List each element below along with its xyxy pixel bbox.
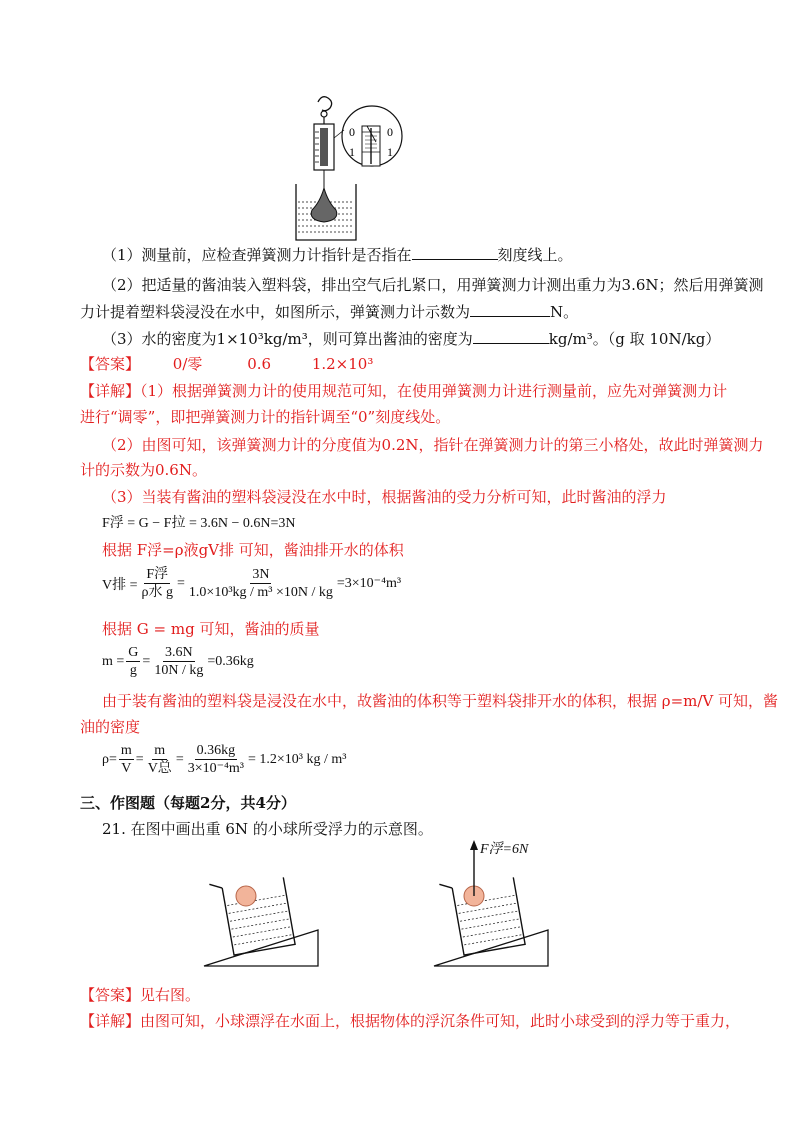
detail-1-line-3: （2）由图可知，该弹簧测力计的分度值为0.2N，指针在弹簧测力计的第三小格处，故此时弹簧测力 <box>102 436 764 454</box>
q-part1-text: （1）测量前，应检查弹簧测力计指针是否指在 <box>102 246 412 264</box>
q-part1 <box>102 244 573 266</box>
detail-1-line-7: 根据 G = mg 可知，酱油的质量 <box>102 620 320 638</box>
detail-label: 【详解】 <box>80 382 141 400</box>
eq4-fraction-3 <box>186 742 246 777</box>
eq4-rhs: = 1.2×10³ kg / m³ <box>247 751 347 767</box>
answer-label: 【答案】 <box>80 355 141 373</box>
eq3-fraction-2 <box>152 644 205 679</box>
eq4-num-2: m <box>154 743 166 758</box>
incline-beaker-figure-left <box>200 868 330 968</box>
eq4-lhs: ρ= <box>102 751 117 767</box>
answer-2-label: 【答案】 <box>80 986 141 1004</box>
eq2-den-1: ρ水 g <box>141 585 174 600</box>
eq2-fraction-1 <box>140 566 176 601</box>
detail-2 <box>80 1010 740 1032</box>
eq2-lhs: V排 = <box>102 577 138 593</box>
eq2-num-1: F浮 <box>146 567 169 582</box>
eq3-den-1: g <box>129 663 137 678</box>
scale-label-one-right: 1 <box>387 145 393 159</box>
answer-value-1: 0/零 <box>172 355 203 373</box>
eq4-den-1: V <box>121 761 132 776</box>
eq2-num-2: 3N <box>252 567 270 582</box>
detail-1-text-1: （1）根据弹簧测力计的使用规范可知，在使用弹簧测力计进行测量前，应先对弹簧测力计 <box>140 382 728 400</box>
answer-blank-1[interactable] <box>412 245 498 260</box>
detail-1-line-8: 由于装有酱油的塑料袋是浸没在水中，故酱油的体积等于塑料袋排开水的体积，根据 ρ=m/V 可知，酱 <box>102 692 779 710</box>
q-part2a: （2）把适量的酱油装入塑料袋，排出空气后扎紧口，用弹簧测力计测出重力为3.6N；然后用弹簧测 <box>102 276 764 294</box>
eq2-fraction-2 <box>187 566 335 601</box>
q-part3-text: （3）水的密度为1×10³kg/m³，则可算出酱油的密度为 <box>102 330 473 348</box>
detail-1-line-4: 计的示数为0.6N。 <box>80 461 207 479</box>
detail-1-line-9: 油的密度 <box>80 718 141 736</box>
eq4-num-3: 0.36kg <box>196 743 236 758</box>
q-part2b-after: N。 <box>550 303 579 321</box>
question-21: 21. 在图中画出重 6N 的小球所受浮力的示意图。 <box>102 820 433 838</box>
answer-blank-2[interactable] <box>470 302 550 317</box>
answer-value-3: 1.2×10³ <box>311 355 374 373</box>
q-part2b-text: 力计提着塑料袋浸没在水中，如图所示，弹簧测力计示数为 <box>80 303 471 321</box>
answer-2 <box>80 984 200 1006</box>
answer-value-2: 0.6 <box>247 355 272 373</box>
detail-1-line-6: 根据 F浮=ρ液gV排 可知，酱油排开水的体积 <box>102 541 404 559</box>
equation-mass: m = $\frac{G}{g}$ = $\frac{3.6N}{10N / kg}$ =0.36kg <box>102 645 254 678</box>
eq3-rhs: =0.36kg <box>207 653 254 669</box>
eq3-num-1: G <box>128 645 139 660</box>
q-part3-after: kg/m³。（g 取 10N/kg） <box>548 330 721 348</box>
equation-density: ρ= $\frac{m}{V}$ = $\frac{m}{\text{V总}}$ = $\frac{0.36kg}{\text{3×10⁻⁴m³}}$ = 1.2×10³ kg / m³ <box>102 743 347 776</box>
section-3-heading: 三、作图题（每题2分，共4分） <box>80 794 296 812</box>
eq4-fraction-2 <box>146 742 174 777</box>
detail-1-line-1 <box>80 380 727 402</box>
eq3-num-2: 3.6N <box>165 645 193 660</box>
answer-blank-3[interactable] <box>473 329 549 344</box>
q-part1-after: 刻度线上。 <box>497 246 573 264</box>
scale-label-zero-left: 0 <box>349 125 355 139</box>
eq3-fraction-1 <box>126 644 140 679</box>
detail-1-line-5: （3）当装有酱油的塑料袋浸没在水中时，根据酱油的受力分析可知，此时酱油的浮力 <box>102 488 667 506</box>
force-label: F浮=6N <box>480 842 529 857</box>
detail-1-line-2: 进行“调零”，即把弹簧测力计的指针调至“0”刻度线处。 <box>80 408 451 426</box>
eq4-fraction-1 <box>119 742 134 777</box>
equation-buoyancy: F浮 = G − F拉 = 3.6N − 0.6N=3N <box>102 516 296 531</box>
equation-volume: V排 = $\frac{\text{F浮}}{\text{ρ水 g}}$ = $\frac{3N}{\text{1.0×10³kg / m³ ×10N / kg}}$ =3×10⁻⁴m³ <box>102 567 402 600</box>
detail-2-label: 【详解】 <box>80 1012 141 1030</box>
eq3-lhs: m = <box>102 653 125 669</box>
q-part3 <box>102 328 720 350</box>
spring-scale-figure <box>290 92 430 242</box>
eq4-num-1: m <box>120 743 132 758</box>
q-part2b <box>80 301 578 323</box>
detail-2-text: 由图可知，小球漂浮在水面上，根据物体的浮沉条件可知，此时小球受到的浮力等于重力， <box>140 1012 741 1030</box>
eq3-den-2: 10N / kg <box>154 663 204 678</box>
scale-label-zero-right: 0 <box>387 125 393 139</box>
answer-2-text: 见右图。 <box>140 986 201 1004</box>
eq4-den-2: V总 <box>147 761 172 776</box>
answer-1 <box>80 353 373 375</box>
eq2-rhs: =3×10⁻⁴m³ <box>336 576 402 591</box>
eq4-den-3: 3×10⁻⁴m³ <box>187 761 244 776</box>
scale-label-one-left: 1 <box>349 145 355 159</box>
eq2-den-2: 1.0×10³kg / m³ ×10N / kg <box>188 585 333 600</box>
